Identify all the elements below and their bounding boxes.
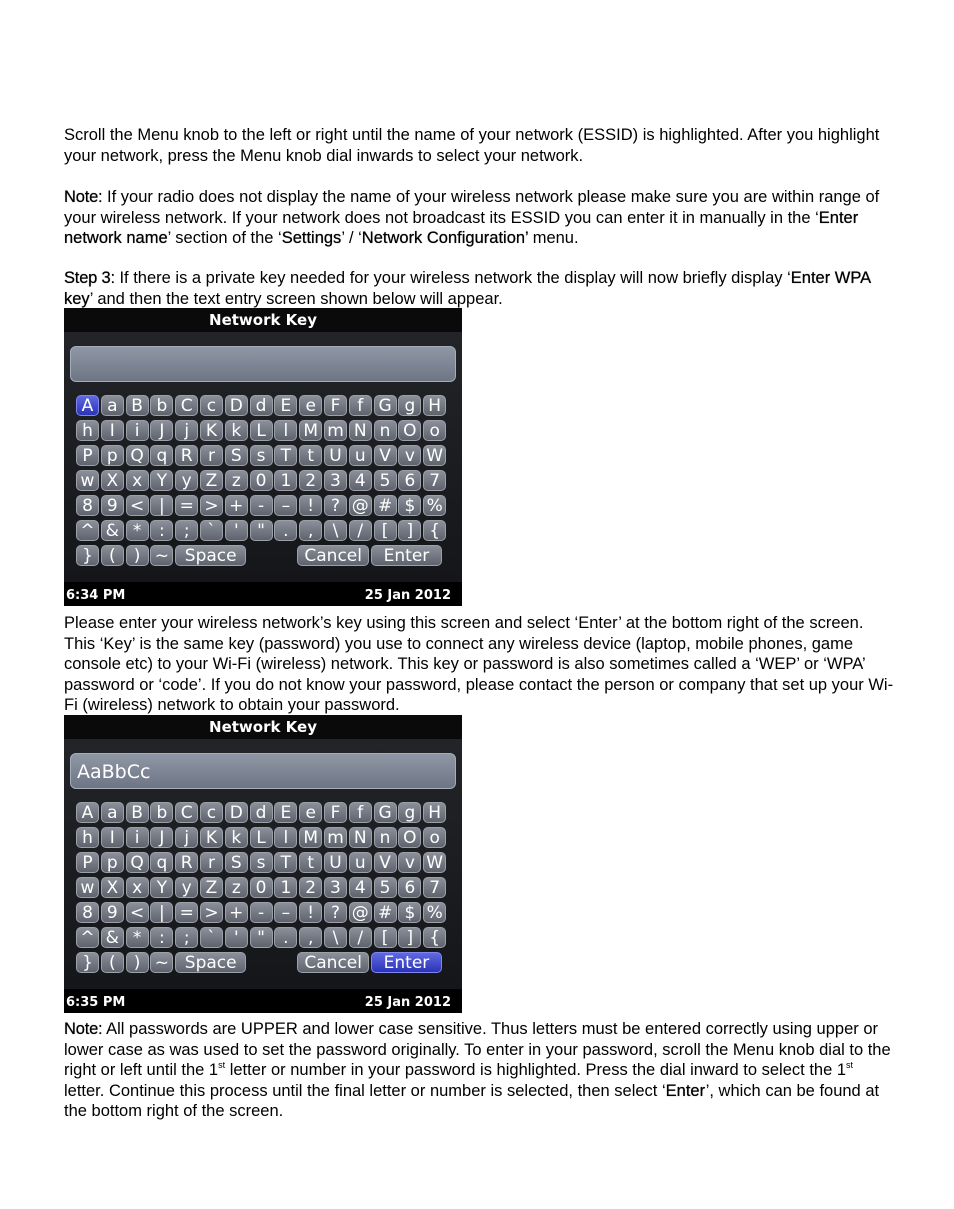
key-char[interactable]: | <box>150 902 173 923</box>
key-char[interactable]: a <box>101 802 124 823</box>
key-char[interactable]: r <box>200 852 223 873</box>
key-char[interactable]: ! <box>299 495 322 516</box>
note-text-2: ’ section of the ‘ <box>167 229 282 247</box>
key-char[interactable]: R <box>175 852 198 873</box>
note-bold-3: Network Configuration’ <box>361 229 529 247</box>
key-char[interactable]: * <box>126 927 149 948</box>
key-space[interactable]: Space <box>175 952 246 973</box>
key-char[interactable]: 7 <box>423 470 446 491</box>
note2-text-4: ’, which can be found at the bottom right of the screen. <box>64 1081 880 1120</box>
key-char[interactable]: : <box>150 927 173 948</box>
key-char[interactable]: 6 <box>398 877 421 898</box>
keyboard-row <box>76 518 448 543</box>
key-char[interactable]: 6 <box>398 470 421 491</box>
key-char[interactable]: i <box>126 827 149 848</box>
key-char[interactable]: | <box>150 495 173 516</box>
screen-title: Network Key <box>64 308 462 332</box>
key-char[interactable]: C <box>175 395 198 416</box>
key-char[interactable]: d <box>250 802 273 823</box>
key-char[interactable]: O <box>398 420 421 441</box>
key-char[interactable]: I <box>101 827 124 848</box>
note2-bold-1: Enter <box>665 1081 706 1100</box>
key-char[interactable]: 3 <box>324 470 347 491</box>
status-time: 6:34 PM <box>66 588 126 603</box>
key-char[interactable]: V <box>374 445 397 466</box>
network-key-screen-1 <box>64 308 462 606</box>
key-char[interactable]: ~ <box>150 545 173 566</box>
superscript-st: st <box>218 1060 226 1070</box>
key-char[interactable]: B <box>126 395 149 416</box>
key-char[interactable]: y <box>175 470 198 491</box>
key-char[interactable]: 1 <box>274 877 297 898</box>
key-char[interactable]: y <box>175 877 198 898</box>
key-char[interactable]: + <box>225 495 248 516</box>
key-char[interactable]: – <box>274 902 297 923</box>
key-char[interactable]: , <box>299 927 322 948</box>
key-char[interactable]: W <box>423 445 446 466</box>
key-char[interactable]: e <box>299 395 322 416</box>
key-char[interactable]: b <box>150 802 173 823</box>
keyboard-row <box>76 925 448 950</box>
key-char[interactable]: < <box>126 902 149 923</box>
key-char[interactable]: 8 <box>76 495 99 516</box>
key-char[interactable]: < <box>126 495 149 516</box>
intro-paragraph <box>64 125 894 166</box>
key-char[interactable]: r <box>200 445 223 466</box>
key-char[interactable]: P <box>76 445 99 466</box>
key-char[interactable]: 4 <box>349 877 372 898</box>
key-char[interactable]: { <box>423 520 446 541</box>
key-char[interactable]: } <box>76 545 99 566</box>
key-cancel[interactable]: Cancel <box>297 545 369 566</box>
key-char[interactable]: , <box>299 520 322 541</box>
key-char[interactable]: p <box>101 852 124 873</box>
key-char[interactable]: ; <box>175 927 198 948</box>
key-char[interactable]: " <box>250 927 273 948</box>
note2-text-2: letter or number in your password is highlighted. Press the dial inward to select the 1 <box>225 1061 847 1079</box>
key-char[interactable]: [ <box>374 520 397 541</box>
key-char[interactable]: n <box>374 420 397 441</box>
key-char[interactable]: K <box>200 827 223 848</box>
key-char[interactable]: j <box>175 420 198 441</box>
key-char[interactable]: X <box>101 470 124 491</box>
key-char[interactable]: = <box>175 902 198 923</box>
status-bar <box>64 989 462 1013</box>
key-char[interactable]: L <box>250 827 273 848</box>
key-char[interactable]: f <box>349 802 372 823</box>
step3-bold-1: Enter WPA key <box>64 269 871 308</box>
key-char[interactable]: f <box>349 395 372 416</box>
keyboard-row <box>76 875 448 900</box>
key-char[interactable]: 8 <box>76 902 99 923</box>
keyboard-row <box>76 443 448 468</box>
note2-text-3: letter. Continue this process until the final letter or number is selected, then select ‘ <box>64 1081 666 1100</box>
key-space[interactable]: Space <box>175 545 246 566</box>
keyboard-row <box>76 825 448 850</box>
key-char[interactable]: ) <box>126 952 149 973</box>
key-char[interactable]: 1 <box>274 470 297 491</box>
key-char[interactable]: x <box>126 470 149 491</box>
key-char[interactable]: e <box>299 802 322 823</box>
key-char[interactable]: U <box>324 852 347 873</box>
step3-text-1: If there is a private key needed for your wireless network the display will now briefly display ‘ <box>114 269 791 287</box>
superscript-st: st <box>846 1060 854 1070</box>
key-char[interactable]: 3 <box>324 877 347 898</box>
key-char[interactable]: R <box>175 445 198 466</box>
note-paragraph-1 <box>64 187 894 249</box>
key-char[interactable]: w <box>76 470 99 491</box>
key-char[interactable]: P <box>76 852 99 873</box>
key-char[interactable]: l <box>274 827 297 848</box>
key-char[interactable]: % <box>423 902 446 923</box>
key-char[interactable]: ` <box>200 927 223 948</box>
key-char[interactable]: X <box>101 877 124 898</box>
key-char[interactable]: } <box>76 952 99 973</box>
key-char[interactable]: ( <box>101 952 124 973</box>
key-char[interactable]: k <box>225 420 248 441</box>
key-char[interactable]: u <box>349 852 372 873</box>
status-time: 6:35 PM <box>66 995 126 1010</box>
key-char[interactable]: 4 <box>349 470 372 491</box>
key-char[interactable]: 9 <box>101 495 124 516</box>
key-char[interactable]: S <box>225 852 248 873</box>
key-char[interactable]: S <box>225 445 248 466</box>
key-char[interactable]: A <box>76 395 99 416</box>
key-enter[interactable]: Enter <box>371 952 442 973</box>
key-char[interactable]: u <box>349 445 372 466</box>
key-cancel[interactable]: Cancel <box>297 952 369 973</box>
key-char[interactable]: Z <box>200 470 223 491</box>
key-char[interactable]: ] <box>398 520 421 541</box>
note-bold-1: Enter network name <box>64 208 859 247</box>
key-char[interactable]: M <box>299 827 322 848</box>
key-char[interactable]: i <box>126 420 149 441</box>
keyboard-row <box>76 468 448 493</box>
key-char[interactable]: T <box>274 445 297 466</box>
key-char[interactable]: x <box>126 877 149 898</box>
key-char[interactable]: 5 <box>374 470 397 491</box>
key-char[interactable]: p <box>101 445 124 466</box>
note-text-4: menu. <box>528 229 579 247</box>
step3-text-2: ’ and then the text entry screen shown below will appear. <box>89 289 503 308</box>
key-char[interactable]: D <box>225 802 248 823</box>
key-char[interactable]: H <box>423 802 446 823</box>
key-char[interactable]: $ <box>398 495 421 516</box>
key-char[interactable]: m <box>324 420 347 441</box>
screen-body <box>64 332 462 582</box>
keyboard-row <box>76 543 448 568</box>
key-char[interactable]: D <box>225 395 248 416</box>
key-char[interactable]: H <box>423 395 446 416</box>
key-char[interactable]: ( <box>101 545 124 566</box>
key-char[interactable]: b <box>150 395 173 416</box>
key-char[interactable]: ^ <box>76 520 99 541</box>
key-char[interactable]: > <box>200 495 223 516</box>
intro-text: Scroll the Menu knob to the left or right until the name of your network (ESSID) is highlighted. After you highlight your network, press the Menu knob dial inwards to select your network. <box>64 126 880 165</box>
key-char[interactable]: – <box>274 495 297 516</box>
key-char[interactable]: \ <box>324 927 347 948</box>
key-char[interactable]: > <box>200 902 223 923</box>
key-char[interactable]: ) <box>126 545 149 566</box>
key-input-field[interactable] <box>70 346 456 382</box>
key-char[interactable]: o <box>423 420 446 441</box>
key-char[interactable]: W <box>423 852 446 873</box>
key-char[interactable]: F <box>324 395 347 416</box>
key-char[interactable]: 9 <box>101 902 124 923</box>
key-char[interactable]: $ <box>398 902 421 923</box>
key-char[interactable]: c <box>200 802 223 823</box>
note-label: Note: <box>64 1020 103 1038</box>
key-char[interactable]: . <box>274 520 297 541</box>
key-char[interactable]: Y <box>150 470 173 491</box>
key-char[interactable]: ^ <box>76 927 99 948</box>
key-char[interactable]: c <box>200 395 223 416</box>
key-char[interactable]: G <box>374 395 397 416</box>
step3-label: Step 3: <box>64 269 115 287</box>
key-char[interactable]: / <box>349 520 372 541</box>
key-char[interactable]: Q <box>126 445 149 466</box>
key-char[interactable]: v <box>398 852 421 873</box>
key-char[interactable]: F <box>324 802 347 823</box>
key-char[interactable]: - <box>250 495 273 516</box>
key-char[interactable]: + <box>225 902 248 923</box>
key-char[interactable]: q <box>150 445 173 466</box>
key-char[interactable]: A <box>76 802 99 823</box>
key-char[interactable]: h <box>76 420 99 441</box>
key-char[interactable]: a <box>101 395 124 416</box>
status-date: 25 Jan 2012 <box>364 588 451 603</box>
key-char[interactable]: z <box>225 877 248 898</box>
key-char[interactable]: q <box>150 852 173 873</box>
key-char[interactable]: s <box>250 852 273 873</box>
keyboard-row <box>76 418 448 443</box>
key-char[interactable]: * <box>126 520 149 541</box>
key-char[interactable]: . <box>274 927 297 948</box>
key-char[interactable]: J <box>150 420 173 441</box>
key-char[interactable]: w <box>76 877 99 898</box>
keyboard <box>76 393 448 568</box>
key-char[interactable]: = <box>175 495 198 516</box>
key-char[interactable]: o <box>423 827 446 848</box>
note-text-3: ’ / ‘ <box>341 229 362 247</box>
key-char[interactable]: 0 <box>250 877 273 898</box>
key-char[interactable]: @ <box>349 902 372 923</box>
key-char[interactable]: ] <box>398 927 421 948</box>
key-char[interactable]: m <box>324 827 347 848</box>
key-char[interactable]: n <box>374 827 397 848</box>
key-char[interactable]: ` <box>200 520 223 541</box>
key-char[interactable]: Y <box>150 877 173 898</box>
key-char[interactable]: Z <box>200 877 223 898</box>
key-char[interactable]: \ <box>324 520 347 541</box>
key-char[interactable]: V <box>374 852 397 873</box>
key-char[interactable]: @ <box>349 495 372 516</box>
key-char[interactable]: ' <box>225 520 248 541</box>
key-char[interactable]: ' <box>225 927 248 948</box>
key-char[interactable]: l <box>274 420 297 441</box>
key-char[interactable]: j <box>175 827 198 848</box>
key-char[interactable]: # <box>374 902 397 923</box>
note-paragraph-2 <box>64 1019 894 1122</box>
key-char[interactable]: ? <box>324 495 347 516</box>
key-char[interactable]: M <box>299 420 322 441</box>
key-char[interactable]: { <box>423 927 446 948</box>
key-char[interactable]: k <box>225 827 248 848</box>
keyboard-row <box>76 800 448 825</box>
key-char[interactable]: ; <box>175 520 198 541</box>
key-char[interactable]: K <box>200 420 223 441</box>
key-char[interactable]: t <box>299 445 322 466</box>
key-char[interactable]: N <box>349 827 372 848</box>
key-char[interactable]: T <box>274 852 297 873</box>
keyboard-row <box>76 393 448 418</box>
key-char[interactable]: z <box>225 470 248 491</box>
key-char[interactable]: % <box>423 495 446 516</box>
network-key-screen-2 <box>64 715 462 1013</box>
key-char[interactable]: J <box>150 827 173 848</box>
note2-text-1: All passwords are UPPER and lower case sensitive. Thus letters must be entered correctly using upper or lower case as was used to set the password originally. To enter in your password, scroll the Menu knob dial to the right or left until the 1 <box>64 1020 891 1079</box>
key-char[interactable]: 0 <box>250 470 273 491</box>
key-char[interactable]: " <box>250 520 273 541</box>
key-input-field[interactable]: AaBbCc <box>70 753 456 789</box>
key-char[interactable]: B <box>126 802 149 823</box>
keyboard-row <box>76 950 448 975</box>
key-char[interactable]: t <box>299 852 322 873</box>
key-char[interactable]: U <box>324 445 347 466</box>
key-char[interactable]: E <box>274 802 297 823</box>
key-char[interactable]: ~ <box>150 952 173 973</box>
status-date: 25 Jan 2012 <box>364 995 451 1010</box>
note-bold-2: Settings <box>281 229 342 247</box>
key-char[interactable]: I <box>101 420 124 441</box>
key-char[interactable]: L <box>250 420 273 441</box>
key-char[interactable]: # <box>374 495 397 516</box>
instructions-text: Please enter your wireless network’s key using this screen and select ‘Enter’ at the bottom right of the screen. This ‘Key’ is the same key (password) you use to connect any wireless device (laptop, mobile phones, game console etc) to your Wi-Fi (wireless) network. This key or password is also sometimes called a ‘WEP’ or ‘WPA’ password or ‘code’. If you do not know your password, please contact the person or company that set up your Wi-Fi (wireless) network to obtain your password. <box>64 614 894 714</box>
key-char[interactable]: E <box>274 395 297 416</box>
key-char[interactable]: & <box>101 927 124 948</box>
key-char[interactable]: d <box>250 395 273 416</box>
key-char[interactable]: / <box>349 927 372 948</box>
keyboard-row <box>76 493 448 518</box>
key-char[interactable]: - <box>250 902 273 923</box>
key-char[interactable]: G <box>374 802 397 823</box>
status-bar <box>64 582 462 606</box>
key-char[interactable]: v <box>398 445 421 466</box>
key-char[interactable]: g <box>398 395 421 416</box>
key-char[interactable]: O <box>398 827 421 848</box>
instructions-paragraph <box>64 613 894 716</box>
note-label: Note: <box>64 188 103 206</box>
keyboard <box>76 800 448 975</box>
key-char[interactable]: Q <box>126 852 149 873</box>
key-char[interactable]: 2 <box>299 877 322 898</box>
screen-title: Network Key <box>64 715 462 739</box>
key-char[interactable]: 2 <box>299 470 322 491</box>
key-char[interactable]: s <box>250 445 273 466</box>
key-char[interactable]: [ <box>374 927 397 948</box>
key-char[interactable]: & <box>101 520 124 541</box>
key-char[interactable]: 7 <box>423 877 446 898</box>
key-char[interactable]: h <box>76 827 99 848</box>
step3-paragraph <box>64 268 894 309</box>
keyboard-row <box>76 900 448 925</box>
key-char[interactable]: N <box>349 420 372 441</box>
screen-body <box>64 739 462 989</box>
key-enter[interactable]: Enter <box>371 545 442 566</box>
note-text-1: If your radio does not display the name of your wireless network please make sure you are within range of your wireless network. If your network does not broadcast its ESSID you can enter it in manually in the ‘ <box>64 188 880 227</box>
key-char[interactable]: C <box>175 802 198 823</box>
key-char[interactable]: g <box>398 802 421 823</box>
key-char[interactable]: ? <box>324 902 347 923</box>
keyboard-row <box>76 850 448 875</box>
key-char[interactable]: : <box>150 520 173 541</box>
key-char[interactable]: 5 <box>374 877 397 898</box>
key-char[interactable]: ! <box>299 902 322 923</box>
